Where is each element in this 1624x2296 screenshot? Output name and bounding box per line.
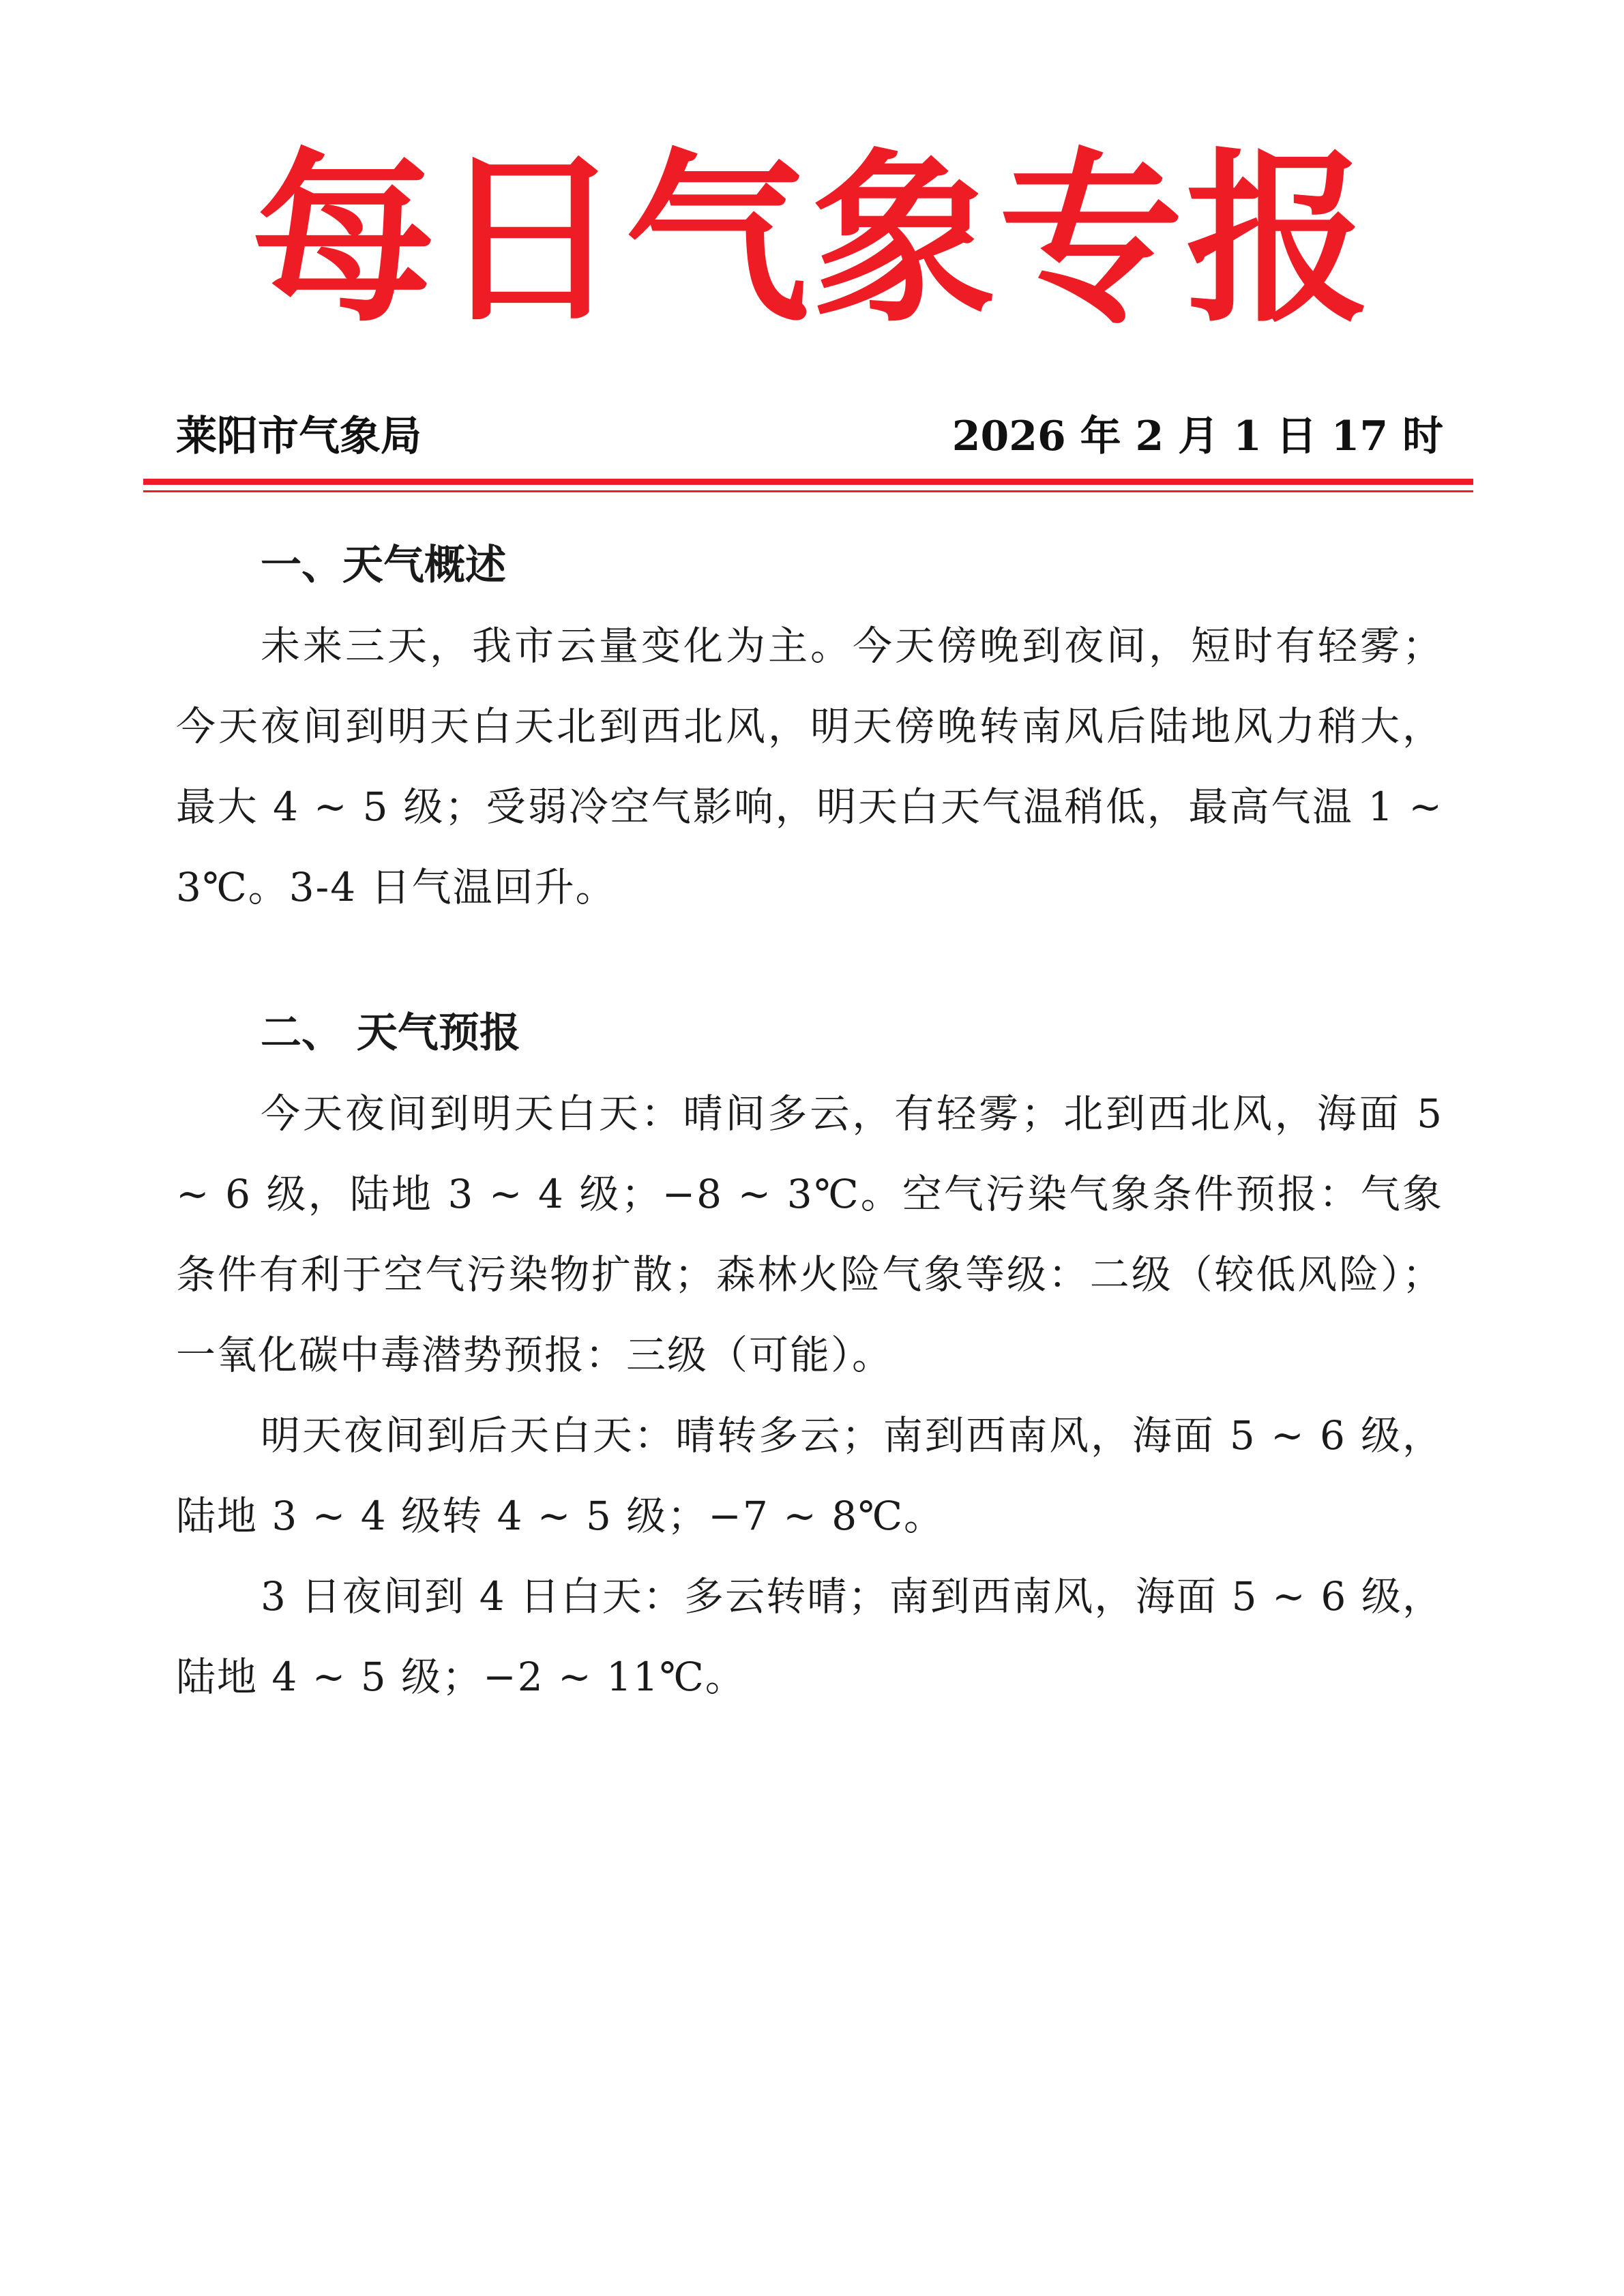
page-title: 每日气象专报	[251, 130, 1373, 347]
section-heading: 二、 天气预报	[261, 1009, 520, 1057]
section-paragraph: 明天夜间到后天白天：晴转多云；南到西南风，海面 5 ~ 6 级，陆地 3 ~ 4 级转 4 ~ 5 级；−7 ~ 8℃。	[176, 1412, 1443, 1539]
section-forecast	[176, 993, 1443, 1717]
section-paragraph: 3 日夜间到 4 日白天：多云转晴；南到西南风，海面 5 ~ 6 级，陆地 4 ~ 5 级；−2 ~ 11℃。	[176, 1573, 1443, 1700]
section-paragraph: 今天夜间到明天白天：晴间多云，有轻雾；北到西北风，海面 5 ~ 6 级，陆地 3 ~ 4 级；−8 ~ 3℃。空气污染气象条件预报：气象条件有利于空气污染物扩散；森林火险气象等级：二级（较低风险）；一氧化碳中毒潜势预报：三级（可能）。	[176, 1090, 1443, 1378]
section-overview	[176, 525, 1443, 927]
report-body	[176, 525, 1443, 1717]
header-divider-thick	[143, 479, 1473, 485]
issuer-name: 莱阳市气象局	[176, 413, 422, 460]
issue-time: 2026 年 2 月 1 日 17 时	[951, 413, 1443, 460]
header-divider-thin	[143, 490, 1473, 492]
issuer-row	[176, 409, 1443, 464]
section-heading: 一、天气概述	[261, 541, 506, 589]
section-paragraph: 未来三天，我市云量变化为主。今天傍晚到夜间，短时有轻雾；今天夜间到明天白天北到西北风，明天傍晚转南风后陆地风力稍大，最大 4 ~ 5 级；受弱冷空气影响，明天白天气温稍低，最高气温 1 ~ 3℃。3-4 日气温回升。	[176, 623, 1443, 910]
